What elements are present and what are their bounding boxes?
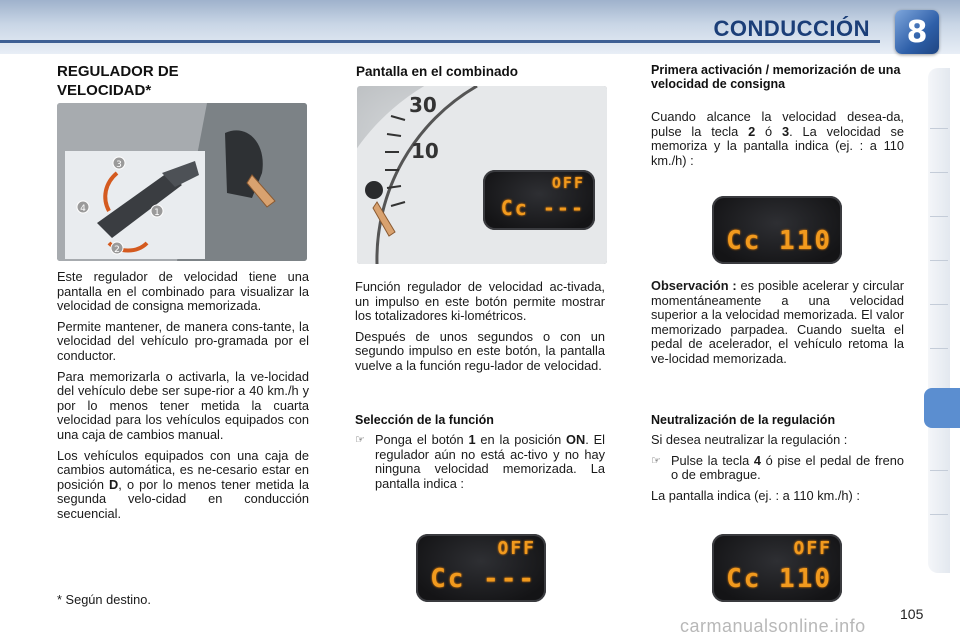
paragraph: Observación : es posible acelerar y circular momentáneamente a una velocidad superior a la velocidad memorizada. El valor memorizado parpadea. Cuando suelta el pedal de acelerador, el vehículo retoma la ve-locidad memorizada. <box>651 278 905 366</box>
subheading-primera-activacion: Primera activación / memorización de una velocidad de consigna <box>651 63 901 91</box>
section-title-regulador: REGULADOR DE VELOCIDAD* <box>57 63 179 99</box>
gauge-label-10: 10 <box>411 139 439 163</box>
lcd-display-active <box>712 196 842 264</box>
lever-label-4: 4 <box>80 204 86 214</box>
side-rail-tick <box>930 304 948 305</box>
paragraph: Si desea neutralizar la regulación : <box>651 432 848 447</box>
right-body-1 <box>651 110 904 174</box>
chapter-number-badge: 8 <box>895 10 939 54</box>
left-body <box>57 270 309 528</box>
bullet-item: ☞ Pulse la tecla 4 ó pise el pedal de freno o de embrague. <box>651 452 904 483</box>
lcd-bottom-text: Cc --- <box>430 564 536 594</box>
paragraph: Permite mantener, de manera cons-tante, la velocidad del vehículo pro-gramada por el conductor. <box>57 318 309 363</box>
lcd-top-text: OFF <box>551 174 585 192</box>
observation-body <box>651 279 904 373</box>
paragraph: Cuando alcance la velocidad desea-da, pulse la tecla 2 ó 3. La velocidad se memoriza y la pantalla indica (ej. : a 110 km./h) : <box>651 109 905 168</box>
paragraph: Función regulador de velocidad ac-tivada, un impulso en este botón permite mostrar los totalizadores ki-lométricos. <box>355 279 605 324</box>
side-rail-tick <box>930 470 948 471</box>
lever-label-2: 2 <box>114 245 120 255</box>
paragraph: Los vehículos equipados con una caja de cambios automática, es ne-cesario estar en posición D, o por lo menos tener metida la segunda velo-cidad en conducción secuencial. <box>57 447 309 521</box>
gauge-label-30: 30 <box>409 93 437 117</box>
chapter-side-rail <box>928 68 950 573</box>
lcd-bottom-text: Cc 110 <box>726 564 832 594</box>
lever-label-1: 1 <box>154 208 160 218</box>
subheading-seleccion: Selección de la función <box>355 413 494 427</box>
lever-illustration <box>57 103 307 261</box>
watermark: carmanualsonline.info <box>680 616 866 636</box>
side-rail-tick <box>930 348 948 349</box>
bullet-item: ☞ Ponga el botón 1 en la posición ON. El regulador aún no está ac-tivo y no hay ninguna velocidad memorizada. La pantalla indica : <box>355 432 605 491</box>
side-rail-tick <box>930 172 948 173</box>
paragraph: Para memorizarla o activarla, la ve-locidad del vehículo debe ser supe-rior a 40 km./h y por lo menos tener metida la cuarta velocidad para los vehículos equipados con una caja de cambios manual. <box>57 368 309 442</box>
selection-body <box>355 433 605 491</box>
neutral-body <box>651 433 904 509</box>
side-rail-tick <box>930 260 948 261</box>
paragraph: Después de unos segundos o con un segundo impulso en este botón, la pantalla vuelve a la función regu-lador de velocidad. <box>355 328 605 373</box>
chapter-tab-active[interactable] <box>924 388 960 428</box>
lcd-top-text: OFF <box>497 538 536 559</box>
lcd-bottom-text: Cc 110 <box>726 226 832 256</box>
lever-label-3: 3 <box>116 160 122 170</box>
middle-body <box>355 280 605 380</box>
lcd-display-dash <box>483 170 595 230</box>
lcd-display-selection <box>416 534 546 602</box>
side-rail-tick <box>930 128 948 129</box>
lcd-top-text: OFF <box>793 538 832 559</box>
cruise-control-lever-photo <box>57 103 307 261</box>
side-rail-tick <box>930 216 948 217</box>
chapter-title: CONDUCCIÓN <box>713 16 870 41</box>
subheading-neutralizacion: Neutralización de la regulación <box>651 413 836 427</box>
pointer-bullet-icon: ☞ <box>355 434 365 446</box>
section-title-pantalla: Pantalla en el combinado <box>356 64 519 79</box>
lcd-display-neutral <box>712 534 842 602</box>
side-rail-tick <box>930 514 948 515</box>
paragraph: Este regulador de velocidad tiene una pantalla en el combinado para visualizar la velocidad de consigna memorizada. <box>57 269 309 314</box>
lcd-bottom-text: Cc --- <box>500 196 585 220</box>
paragraph: La pantalla indica (ej. : a 110 km./h) : <box>651 487 860 503</box>
instrument-cluster-photo <box>357 86 607 264</box>
pointer-bullet-icon: ☞ <box>651 454 661 467</box>
page-number: 105 <box>900 606 924 622</box>
footnote: * Según destino. <box>57 592 151 607</box>
